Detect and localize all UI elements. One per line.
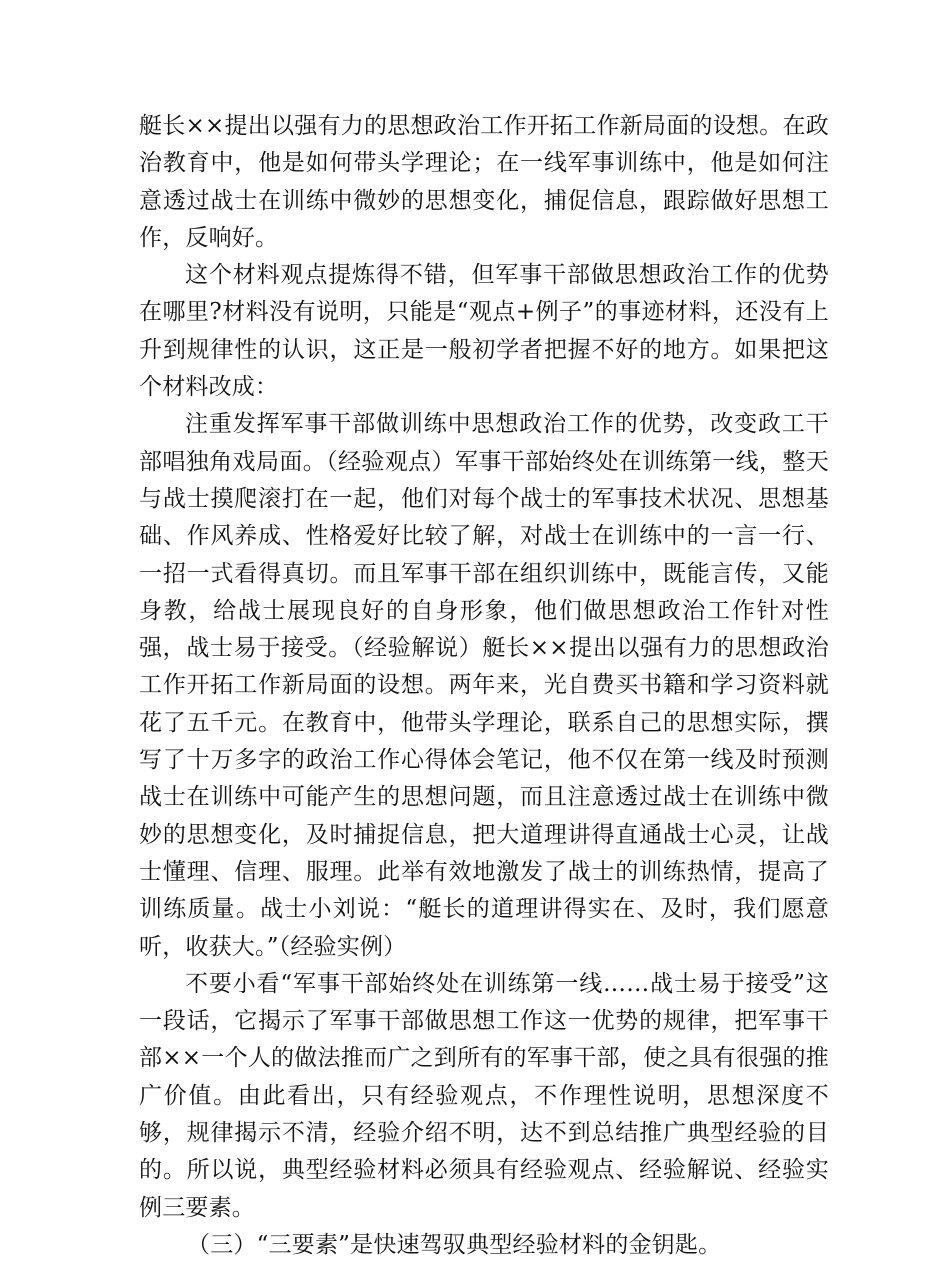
paragraph-3: 注重发挥军事干部做训练中思想政治工作的优势，改变政工干部唱独角戏局面。（经验观点）军事干部始终处在训练第一线，整天与战士摸爬滚打在一起，他们对每个战士的军事技术状况、思想基础、作风养成、性格爱好比较了解，对战士在训练中的一言一行、一招一式看得真切。而且军事干部在组织训练中，既能言传，又能身教，给战士展现良好的自身形象，他们做思想政治工作针对性强，战士易于接受。（经验解说）艇长××提出以强有力的思想政治工作开拓工作新局面的设想。两年来，光自费买书籍和学习资料就花了五千元。在教育中，他带头学理论，联系自己的思想实际，撰写了十万多字的政治工作心得体会笔记，他不仅在第一线及时预测战士在训练中可能产生的思想问题，而且注意透过战士在训练中微妙的思想变化，及时捕捉信息，把大道理讲得直通战士心灵，让战士懂理、信理、服理。此举有效地激发了战士的训练热情，提高了训练质量。战士小刘说：“艇长的道理讲得实在、及时，我们愿意听，收获大。”（经验实例） (139, 411, 829, 960)
document-body (139, 108, 829, 1264)
paragraph-1: 艇长××提出以强有力的思想政治工作开拓工作新局面的设想。在政治教育中，他是如何带头学理论；在一线军事训练中，他是如何注意透过战士在训练中微妙的思想变化，捕促信息，跟踪做好思想工作，反响好。 (139, 113, 829, 251)
paragraph-4: 不要小看“军事干部始终处在训练第一线……战士易于接受”这一段话，它揭示了军事干部做思想工作这一优势的规律，把军事干部××一个人的做法推而广之到所有的军事干部，使之具有很强的推广价值。由此看出，只有经验观点，不作理性说明，思想深度不够，规律揭示不清，经验介绍不明，达不到总结推广典型经验的目的。所以说，典型经验材料必须具有经验观点、经验解说、经验实例三要素。 (139, 970, 829, 1221)
paragraph-2: 这个材料观点提炼得不错，但军事干部做思想政治工作的优势在哪里?材料没有说明，只能是“观点+例子”的事迹材料，还没有上升到规律性的认识，这正是一般初学者把握不好的地方。如果把这个材料改成： (139, 262, 829, 401)
section-heading: （三）“三要素”是快速驾驭典型经验材料的金钥匙。 (187, 1231, 722, 1258)
